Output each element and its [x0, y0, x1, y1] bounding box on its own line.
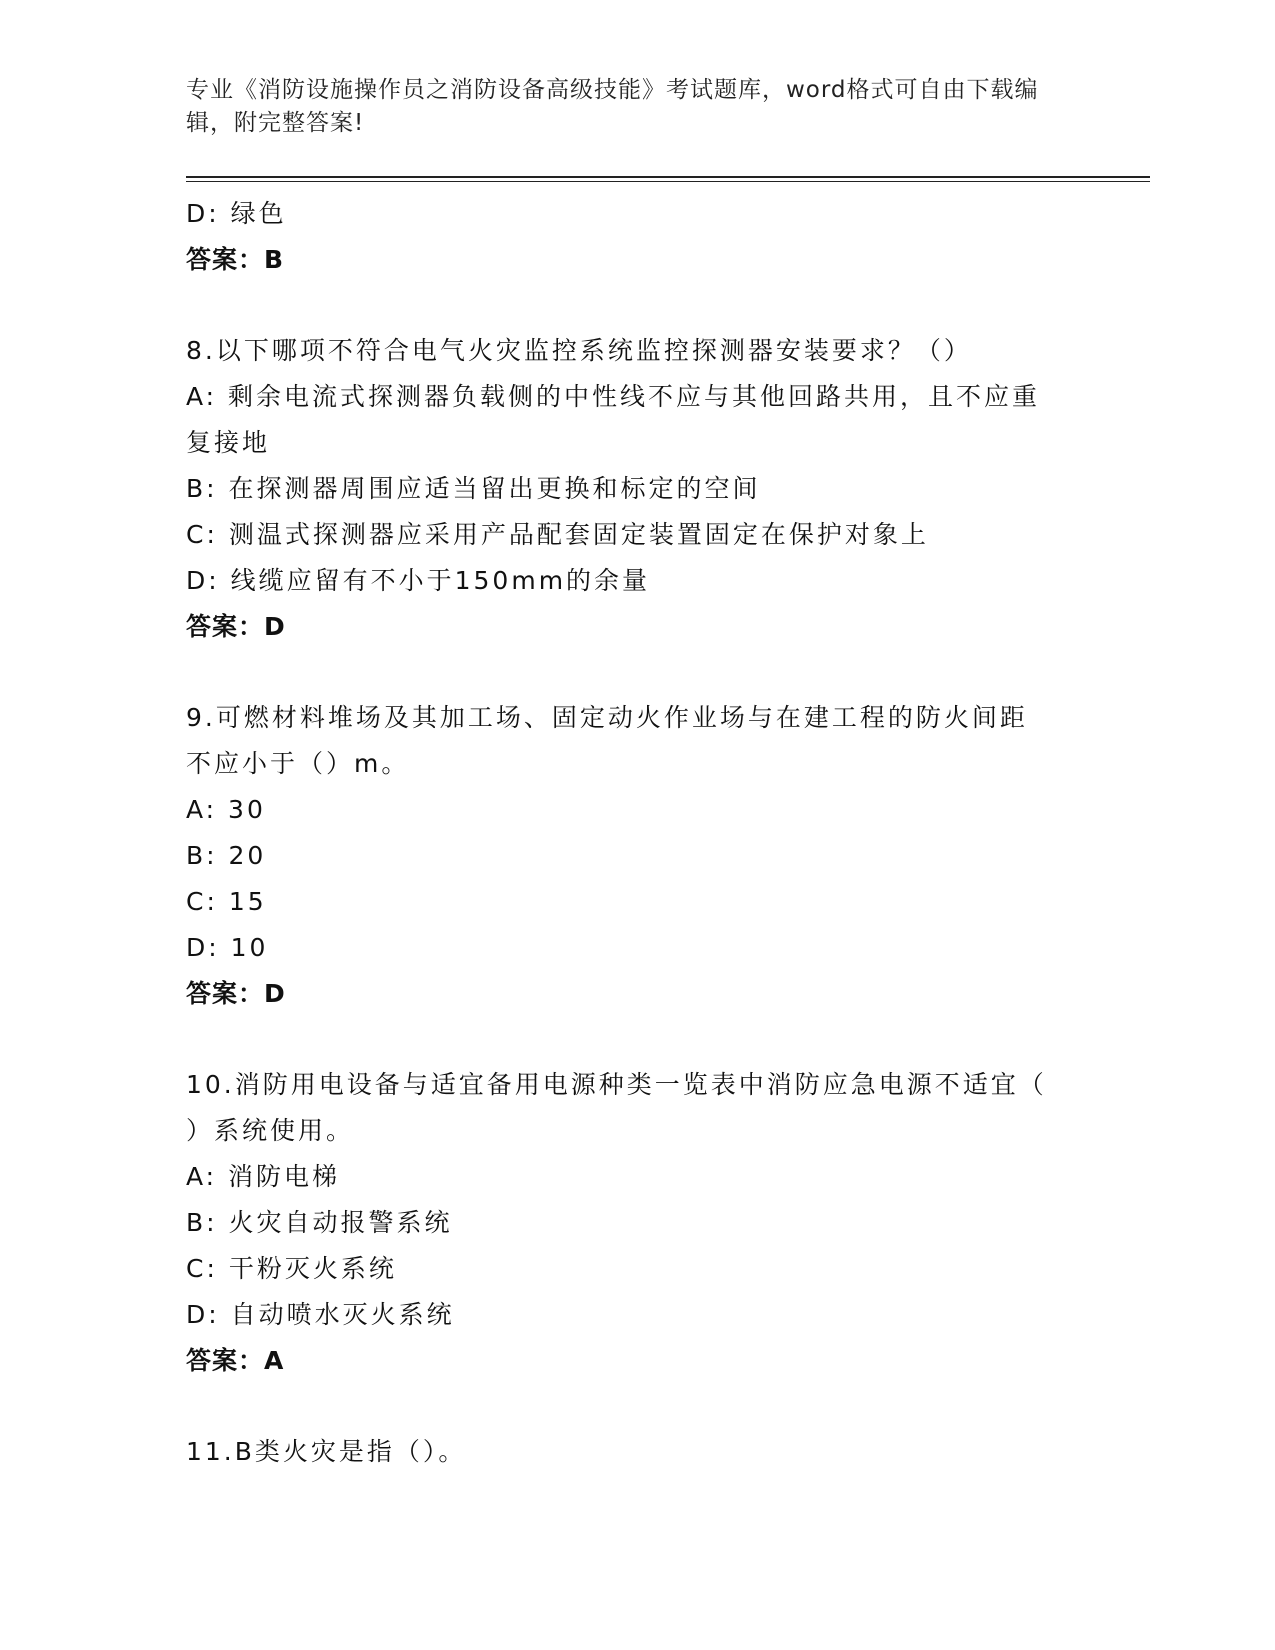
- header-line-2: 辑，附完整答案!: [186, 110, 365, 136]
- question-stem-continued: ）系统使用。: [186, 1116, 355, 1145]
- answer-line: 答案：B: [186, 245, 285, 274]
- header-line-1: 专业《消防设施操作员之消防设备高级技能》考试题库，word格式可自由下载编: [186, 77, 1039, 103]
- question-list: [186, 191, 1086, 1475]
- question-stem-continued: 不应小于（）m。: [186, 749, 410, 778]
- option-b: B: 火灾自动报警系统: [186, 1208, 453, 1237]
- question-10: [186, 1062, 1086, 1384]
- answer-line: 答案：D: [186, 612, 286, 641]
- option-a: A: 消防电梯: [186, 1162, 341, 1191]
- page-header: [186, 74, 1086, 140]
- question-stem: 8.以下哪项不符合电气火灾监控系统监控探测器安装要求？（）: [186, 336, 972, 365]
- question-stem: 11.B类火灾是指（）。: [186, 1437, 467, 1466]
- header-divider-thick: [186, 176, 1150, 178]
- option-a: A: 30: [186, 795, 266, 824]
- option-d: D: 自动喷水灭火系统: [186, 1300, 455, 1329]
- prev-question-tail: [186, 191, 1086, 283]
- question-11: [186, 1429, 1086, 1475]
- option-d: D: 绿色: [186, 199, 287, 228]
- option-d: D: 线缆应留有不小于150mm的余量: [186, 566, 651, 595]
- option-c: C: 测温式探测器应采用产品配套固定装置固定在保护对象上: [186, 520, 929, 549]
- question-stem: 9.可燃材料堆场及其加工场、固定动火作业场与在建工程的防火间距: [186, 703, 1028, 732]
- header-divider-thin: [186, 181, 1150, 182]
- option-a-continued: 复接地: [186, 428, 271, 457]
- option-d: D: 10: [186, 933, 269, 962]
- option-c: C: 15: [186, 887, 267, 916]
- question-8: [186, 328, 1086, 650]
- question-9: [186, 695, 1086, 1017]
- option-c: C: 干粉灭火系统: [186, 1254, 397, 1283]
- answer-line: 答案：D: [186, 979, 286, 1008]
- option-b: B: 20: [186, 841, 267, 870]
- question-stem: 10.消防用电设备与适宜备用电源种类一览表中消防应急电源不适宜（: [186, 1070, 1047, 1099]
- answer-line: 答案：A: [186, 1346, 285, 1375]
- option-b: B: 在探测器周围应适当留出更换和标定的空间: [186, 474, 761, 503]
- option-a: A: 剩余电流式探测器负载侧的中性线不应与其他回路共用，且不应重: [186, 382, 1041, 411]
